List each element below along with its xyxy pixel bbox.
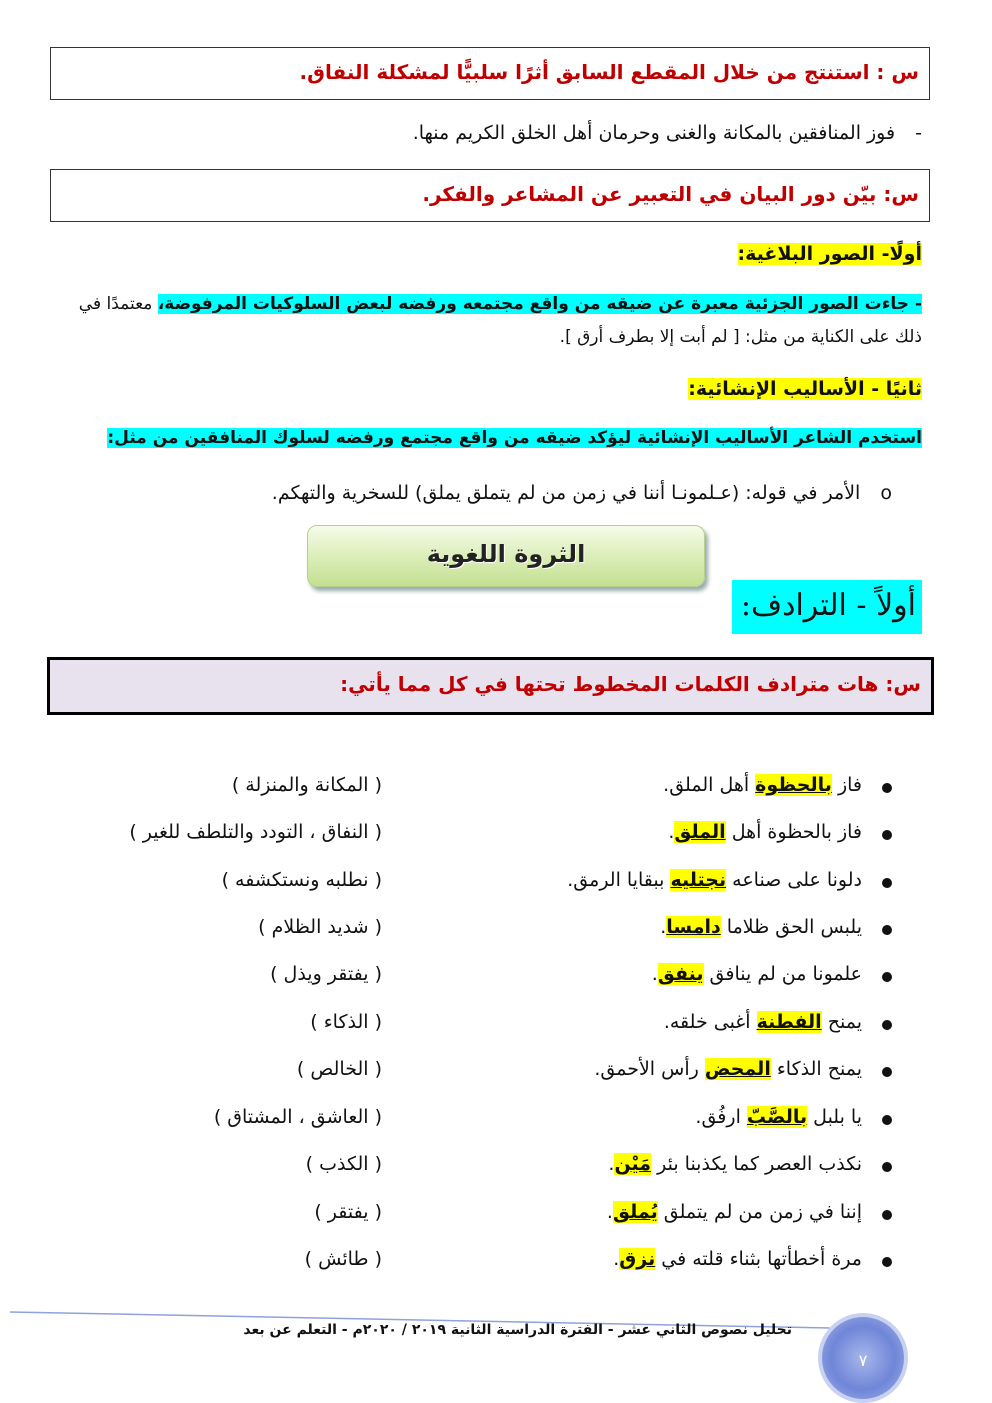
sentence-before: يلبس الحق ظلاما [720, 916, 862, 938]
answer-1-text: فوز المنافقين بالمكانة والغنى وحرمان أهل الخلق الكريم منها. [412, 122, 896, 144]
synonym-answer: ( الكذب ) [305, 1153, 382, 1175]
sentence-before: فاز [831, 774, 862, 796]
sentence-after: . [613, 1248, 620, 1270]
target-word: يُملق [612, 1201, 658, 1223]
sentence-before: يمنح الذكاء [770, 1058, 862, 1080]
section-1-line-1 [79, 294, 922, 314]
synonym-sentence [594, 1058, 862, 1080]
footer-text: تحليل نصوص الثاني عشر - الفترة الدراسية الثانية ٢٠١٩ / ٢٠٢٠م - التعلم عن بعد [243, 1322, 792, 1338]
target-word: الملق [674, 821, 726, 843]
sentence-after: أغبى خلقه. [663, 1011, 757, 1033]
synonym-answer: ( العاشق ، المشتاق ) [213, 1106, 382, 1128]
section-2-title: ثانيًا - الأساليب الإنشائية: [688, 378, 922, 400]
sentence-before: دلونا على صناعه [726, 869, 862, 891]
synonym-sentence [607, 1201, 862, 1223]
synonym-item [0, 916, 992, 950]
synonym-item [0, 1153, 992, 1187]
sentence-before: نكذب العصر كما يكذبنا بئر [651, 1153, 862, 1175]
question-box-1 [50, 47, 930, 100]
section-2-bullet: o [880, 482, 892, 504]
synonyms-heading-title: أولاً - الترادف: [740, 588, 916, 623]
question-1-text: س : استنتج من خلال المقطع السابق أثرًا سلبيًّا لمشكلة النفاق. [299, 60, 919, 84]
synonym-item [0, 774, 992, 808]
synonym-sentence [663, 774, 862, 796]
bullet-dot [882, 1210, 892, 1220]
vocabulary-banner [307, 525, 705, 587]
target-word: ينفق [657, 963, 704, 985]
sentence-after: . [651, 963, 658, 985]
bullet-dot [882, 1020, 892, 1030]
sentence-after: أهل الملق. [663, 774, 756, 796]
section-1-title: أولًا- الصور البلاغية: [737, 243, 922, 265]
synonym-sentence [652, 963, 862, 985]
sentence-after: ارفُق. [695, 1106, 747, 1128]
synonym-answer: ( طائش ) [304, 1248, 382, 1270]
question-2-text: س: بيّن دور البيان في التعبير عن المشاعر والفكر. [422, 182, 919, 206]
sentence-after: . [660, 916, 667, 938]
question-box-2 [50, 169, 930, 222]
sentence-before: علمونا من لم ينافق [703, 963, 862, 985]
bullet-dot [882, 1257, 892, 1267]
target-word: بالصَّبّ [746, 1106, 808, 1128]
bullet-dot [882, 1162, 892, 1172]
section-2-line-1: استخدم الشاعر الأساليب الإنشائية ليؤكد ضيقه من واقع مجتمع ورفضه لسلوك المنافقين من مثل: [107, 428, 922, 448]
section-1-line-2: ذلك على الكناية من مثل: [ لم أبت إلا بطرف أرق ]. [559, 327, 922, 347]
question-box-3 [47, 657, 934, 715]
target-word: نجتليه [670, 869, 727, 891]
sentence-after: ببقايا الرمق. [567, 869, 671, 891]
target-word: الفطنة [756, 1011, 822, 1033]
bullet-dot [882, 878, 892, 888]
target-word: بالحظوة [755, 774, 832, 796]
synonyms-heading [732, 580, 922, 634]
synonym-item [0, 1058, 992, 1092]
synonym-answer: ( الذكاء ) [310, 1011, 382, 1033]
synonym-answer: ( يفتقر ويذل ) [270, 963, 382, 985]
sentence-before: يمنح [821, 1011, 862, 1033]
bullet-dot [882, 925, 892, 935]
target-word: دامسا [666, 916, 721, 938]
sentence-after: . [608, 1153, 615, 1175]
target-word: مَيْن [614, 1153, 652, 1175]
sentence-after: . [668, 821, 675, 843]
synonym-answer: ( الخالص ) [296, 1058, 382, 1080]
vocabulary-banner-title: الثروة اللغوية [426, 540, 586, 568]
synonym-item [0, 963, 992, 997]
page-number: ٧ [858, 1351, 868, 1370]
sentence-before: يا بلبل [807, 1106, 862, 1128]
section-2-item [272, 482, 892, 504]
question-3-text: س: هات مترادف الكلمات المخطوط تحتها في كل مما يأتي: [340, 672, 921, 696]
bullet-dot [882, 1115, 892, 1125]
sentence-after: رأس الأحمق. [594, 1058, 705, 1080]
bullet-dot [882, 1067, 892, 1077]
page-number-badge [818, 1313, 908, 1403]
bullet-dot [882, 830, 892, 840]
target-word: نزق [619, 1248, 656, 1270]
section-1-highlight: - جاءت الصور الجزئية معبرة عن ضيقه من واقع مجتمعه ورفضه لبعض السلوكيات المرفوضة، [157, 294, 922, 314]
sentence-before: فاز بالحظوة أهل [725, 821, 862, 843]
answer-1 [413, 122, 922, 144]
bullet-dot [882, 972, 892, 982]
target-word: المحض [704, 1058, 771, 1080]
synonym-item [0, 1248, 992, 1282]
synonym-sentence [664, 1011, 862, 1033]
synonym-answer: ( نطلبه ونستكشفه ) [221, 869, 382, 891]
synonym-answer: ( النفاق ، التودد والتلطف للغير ) [129, 821, 382, 843]
synonym-answer: ( يفتقر ) [314, 1201, 382, 1223]
sentence-before: إننا في زمن من لم يتملق [657, 1201, 862, 1223]
synonym-sentence [695, 1106, 862, 1128]
synonym-answer: ( شديد الظلام ) [258, 916, 382, 938]
synonym-item [0, 869, 992, 903]
synonym-sentence [613, 1248, 862, 1270]
synonym-sentence [608, 1153, 862, 1175]
sentence-before: مرة أخطأتها بثناء قلته في [655, 1248, 862, 1270]
synonym-item [0, 821, 992, 855]
answer-1-bullet: - [915, 122, 922, 144]
synonym-item [0, 1011, 992, 1045]
bullet-dot [882, 783, 892, 793]
synonym-sentence [668, 821, 862, 843]
synonym-answer: ( المكانة والمنزلة ) [231, 774, 382, 796]
section-1-line-1-rest: معتمدًا في [78, 294, 153, 314]
synonym-item [0, 1201, 992, 1235]
sentence-after: . [606, 1201, 613, 1223]
synonym-sentence [660, 916, 862, 938]
section-2-item-text: الأمر في قوله: (عـلمونـا أننا في زمن من لم يتملق يملق) للسخرية والتهكم. [271, 482, 861, 504]
synonym-item [0, 1106, 992, 1140]
synonym-sentence [567, 869, 862, 891]
